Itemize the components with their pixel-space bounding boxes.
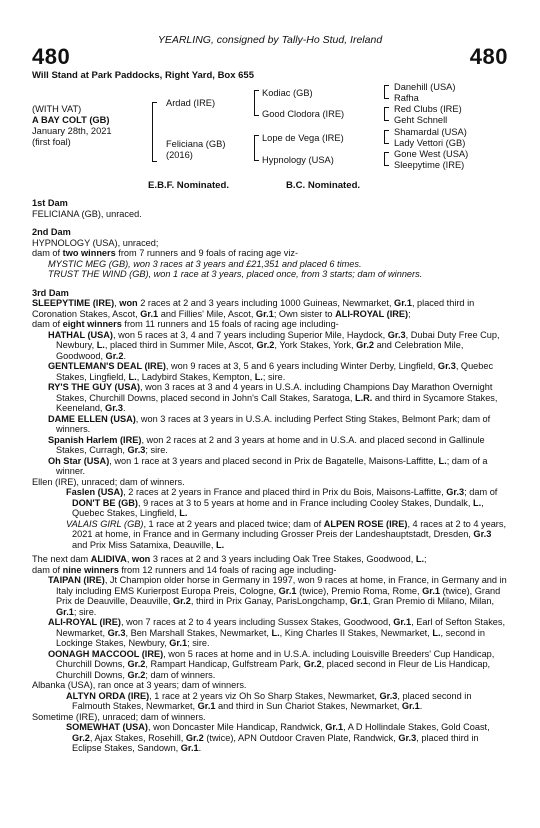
third-dam-text-2: dam of eight winners from 11 runners and 15 foals of racing age including-	[32, 319, 339, 329]
dam: Feliciana (GB)	[166, 139, 226, 149]
first-dam-heading: 1st Dam	[32, 198, 68, 208]
second-dam-line2: dam of two winners from 7 runners and 9 foals of racing age viz-	[32, 248, 299, 258]
next-dam-line2: dam of nine winners from 12 runners and 14 foals of racing age including-	[32, 564, 337, 575]
brace-5	[384, 107, 389, 121]
produce-dame-ellen: DAME ELLEN (USA), won 3 races at 3 years in U.S.A. including Perfect Sting Stakes, Belmont Park; dam of winners.	[48, 413, 491, 434]
pedigree-table	[32, 80, 512, 180]
horse-name: A BAY COLT (GB)	[32, 115, 110, 125]
produce-ali-royal: ALI-ROYAL (IRE), won 7 races at 2 to 4 years including Sussex Stakes, Goodwood, Gr.1, Earl of Sefton Stakes, Newmarket, Gr.3, Ben Marshall Stakes, Newmarket, L., King Charles II Stakes, Newmarket, L., second in Lockinge Stakes, Newbury, Gr.1; sire.	[48, 617, 506, 648]
brace-4	[384, 85, 389, 99]
produce-valais: VALAIS GIRL (GB), 1 race at 2 years and placed twice; dam of ALPEN ROSE (IRE), 4 races at 2 to 4 years, 2021 at home, in France and in Germany including Grosser Preis der Landeshauptstadt, Dresden, Gr.3 and Prix Miss Satamixa, Deauville, L.	[66, 518, 507, 550]
produce-albanka: Albanka (USA), ran once at 3 years; dam of winners.	[32, 680, 247, 690]
produce-gentleman: GENTLEMAN'S DEAL (IRE), won 9 races at 3, 5 and 6 years including Winter Derby, Lingfield, Gr.3, Quebec Stakes, Lingfield, L., Ladybird Stakes, Kempton, L.; sire.	[48, 361, 494, 382]
produce-oh-star: Oh Star (USA), won 1 race at 3 years and placed second in Prix de Bagatelle, Maisons-Laffitte, L.; dam of a winner.	[48, 455, 488, 476]
horse-dob: January 28th, 2021	[32, 126, 112, 136]
next-dam-alidiva: The next dam ALIDIVA, won 3 races at 2 and 3 years including Oak Tree Stakes, Goodwood, L.;	[32, 554, 427, 564]
lot-number-left: 480	[32, 44, 71, 69]
ggp-2: Rafha	[394, 93, 419, 103]
consignor-line: YEARLING, consigned by Tally-Ho Stud, Ireland	[157, 34, 383, 46]
produce-taipan: TAIPAN (IRE), Jt Champion older horse in Germany in 1997, won 9 races at home, in France, in Germany and in Italy including EMS Kurierpost Europa Preis, Cologne, Gr.1 (twice), Premio Roma, Rome, Gr.1 (twice), Grand Prix de Deauville, Deauville, Gr.2, third in Prix Ganay, ParisLongchamp, Gr.1, Gran Premio di Milano, Milan, Gr.1; sire.	[48, 575, 507, 617]
brace-2	[254, 90, 259, 116]
dam-dam: Hypnology (USA)	[262, 155, 334, 165]
ggp-3: Red Clubs (IRE)	[394, 104, 462, 114]
produce-2: TRUST THE WIND (GB), won 1 race at 3 years, placed once, from 3 starts; dam of winners.	[48, 269, 423, 279]
produce-ellen: Ellen (IRE), unraced; dam of winners.	[32, 476, 185, 487]
catalogue-body	[32, 198, 508, 754]
bc-nomination: B.C. Nominated.	[286, 180, 361, 191]
brace-6	[384, 130, 389, 144]
third-dam-text-1: SLEEPYTIME (IRE), won 2 races at 2 and 3 years including 1000 Guineas, Newmarket, Gr.1, placed third in Coronation Stakes, Ascot, Gr.1 and Fillies' Mile, Ascot, Gr.1; Own sister to ALI-ROYAL (IRE);	[32, 298, 475, 319]
sire-dam: Good Clodora (IRE)	[262, 109, 345, 119]
ggp-7: Gone West (USA)	[394, 149, 469, 159]
produce-sometime: Sometime (IRE), unraced; dam of winners.	[32, 711, 206, 722]
vat-note: (WITH VAT)	[32, 104, 82, 114]
produce-altyn-orda: ALTYN ORDA (IRE), 1 race at 2 years viz Oh So Sharp Stakes, Newmarket, Gr.3, placed second in Falmouth Stakes, Newmarket, Gr.1 and third in Sun Chariot Stakes, Newmarket, Gr.1.	[66, 690, 472, 711]
dam-sire: Lope de Vega (IRE)	[262, 133, 344, 143]
produce-faslen: Faslen (USA), 2 races at 2 years in France and placed third in Prix du Bois, Maisons-Laffitte, Gr.3; dam of DON'T BE (GB), 9 races at 3 to 5 years at home and in France including Cooley Stakes, Dundalk, L., Quebec Stakes, Lingfield, L.	[66, 487, 498, 518]
produce-somewhat: SOMEWHAT (USA), won Doncaster Mile Handicap, Randwick, Gr.1, A D Hollindale Stakes, Gold Coast, Gr.2, Ajax Stakes, Rosehill, Gr.2 (twice), APN Outdoor Craven Plate, Randwick, Gr.3, placed third in Eclipse Stakes, Sandown, Gr.1.	[66, 722, 490, 753]
dam-year: (2016)	[166, 150, 193, 160]
horse-note: (first foal)	[32, 137, 71, 147]
produce-spanish-harlem: Spanish Harlem (IRE), won 2 races at 2 and 3 years at home and in U.S.A. and placed second in Gallinule Stakes, Curragh, Gr.3; sire.	[48, 434, 485, 455]
ggp-8: Sleepytime (IRE)	[394, 160, 465, 170]
ggp-4: Geht Schnell	[394, 115, 448, 125]
brace-1	[152, 102, 157, 162]
second-dam-line1: HYPNOLOGY (USA), unraced;	[32, 237, 159, 248]
sire: Ardad (IRE)	[166, 98, 216, 108]
brace-3	[254, 135, 259, 161]
third-dam-heading: 3rd Dam	[32, 287, 69, 298]
ggp-5: Shamardal (USA)	[394, 127, 467, 137]
produce-1: MYSTIC MEG (GB), won 3 races at 3 years and £21,351 and placed 6 times.	[48, 258, 362, 269]
lot-number-right: 480	[469, 44, 508, 69]
ggp-1: Danehill (USA)	[394, 82, 456, 92]
produce-hathal: HATHAL (USA), won 5 races at 3, 4 and 7 years including Superior Mile, Haydock, Gr.3, Dubai Duty Free Cup, Newbury, L., placed third in Summer Mile, Ascot, Gr.2, York Stakes, York, Gr.2 and Celebration Mile, Goodwood, Gr.2.	[48, 329, 500, 361]
ebf-nomination: E.B.F. Nominated.	[148, 180, 230, 191]
brace-7	[384, 152, 389, 166]
first-dam-text: FELICIANA (GB), unraced.	[32, 208, 142, 219]
produce-oonagh: OONAGH MACCOOL (IRE), won 5 races at home and in U.S.A. including Louisville Breeders' Cup Handicap, Churchill Downs, Gr.2, Rampart Handicap, Gulfstream Park, Gr.2, placed second in Fleur de Lis Handicap, Churchill Downs, Gr.2; dam of winners.	[48, 648, 495, 680]
sire-sire: Kodiac (GB)	[262, 88, 313, 98]
produce-rys: RY'S THE GUY (USA), won 3 races at 3 and 4 years in U.S.A. including Champions Day Marathon Overnight Stakes, Churchill Downs, placed second in John's Call Stakes, Saratoga, L.R. and third in Sycamore Stakes, Keeneland, Gr.3.	[48, 382, 498, 413]
stand-location: Will Stand at Park Paddocks, Right Yard, Box 655	[32, 70, 255, 81]
ggp-6: Lady Vettori (GB)	[394, 138, 466, 148]
second-dam-heading: 2nd Dam	[32, 227, 71, 237]
